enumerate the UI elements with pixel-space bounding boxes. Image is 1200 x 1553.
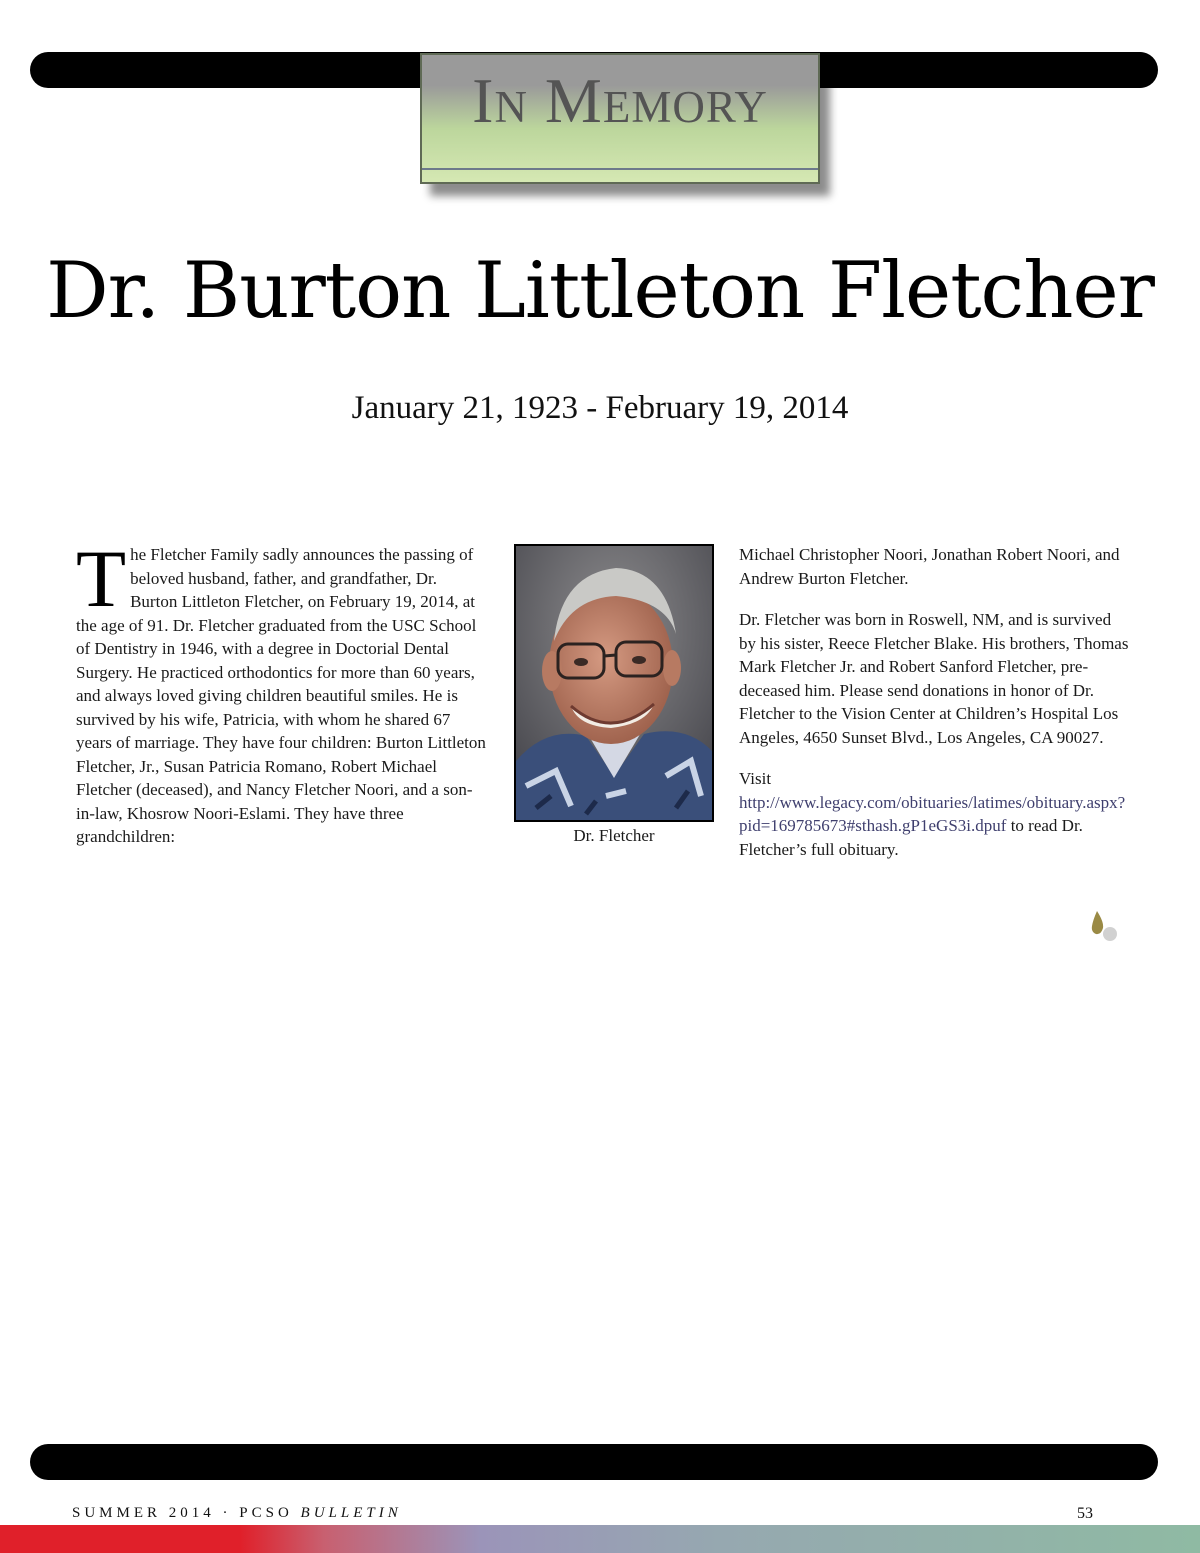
- life-dates: January 21, 1923 - February 19, 2014: [351, 390, 849, 426]
- obituary-link[interactable]: http://www.legacy.com/obituaries/latimes/obituary.aspx?pid=169785673#sthash.gP1eGS3i.dpuf: [739, 792, 1126, 835]
- banner-underline: [422, 168, 818, 170]
- obituary-paragraph-4: [739, 767, 1131, 861]
- obituary-column-right: [739, 543, 1131, 879]
- footer-issue-text: SUMMER 2014 · PCSO: [72, 1505, 301, 1521]
- read-full-text: to read Dr. Fletcher’s full obituary.: [739, 816, 1083, 859]
- in-memory-banner: [420, 53, 820, 184]
- leaf-drop-icon: [1088, 908, 1118, 944]
- banner-title: In Memory: [472, 65, 768, 136]
- photo-caption: Dr. Fletcher: [573, 826, 655, 845]
- footer-issue: [72, 1505, 402, 1522]
- obituary-paragraph-3: Dr. Fletcher was born in Roswell, NM, and is survived by his sister, Reece Fletcher Blake. His brothers, Thomas Mark Fletcher Jr. and Robert Sanford Fletcher, pre-deceased him. Please send donations in honor of Dr. Fletcher to the Vision Center at Children’s Hospital Los Angeles, 4650 Sunset Blvd., Los Angeles, CA 90027.: [739, 610, 1129, 747]
- portrait-illustration: [516, 546, 712, 820]
- page-number: 53: [1077, 1505, 1093, 1522]
- obituary-column-left: [76, 533, 488, 867]
- visit-text: Visit: [739, 769, 772, 788]
- obituary-paragraph-1: [76, 533, 488, 849]
- footer-publication: BULLETIN: [300, 1505, 402, 1521]
- bottom-black-bar: [30, 1444, 1158, 1480]
- portrait-photo: [514, 544, 714, 822]
- obituary-paragraph-2: Michael Christopher Noori, Jonathan Robert Noori, and Andrew Burton Fletcher.: [739, 545, 1120, 588]
- paragraph-text: he Fletcher Family sadly announces the passing of beloved husband, father, and grandfather, Dr. Burton Littleton Fletcher, on February 19, 2014, at the age of 91. Dr. Fletcher graduated from the USC School of Dentistry in 1946, with a degree in Doctorial Dental Surgery. He practiced orthodontics for more than 60 years, and always loved giving children beautiful smiles. He is survived by his wife, Patricia, with whom he shared 67 years of marriage. They have four children: Burton Littleton Fletcher, Jr., Susan Patricia Romano, Robert Michael Fletcher (deceased), and Nancy Fletcher Noori, and a son-in-law, Khosrow Noori-Eslami. They have three grandchildren:: [76, 545, 486, 846]
- footer-color-strip: [0, 1525, 1200, 1553]
- obituary-name: Dr. Burton Littleton Fletcher: [46, 246, 1154, 336]
- drop-cap: T: [76, 533, 127, 624]
